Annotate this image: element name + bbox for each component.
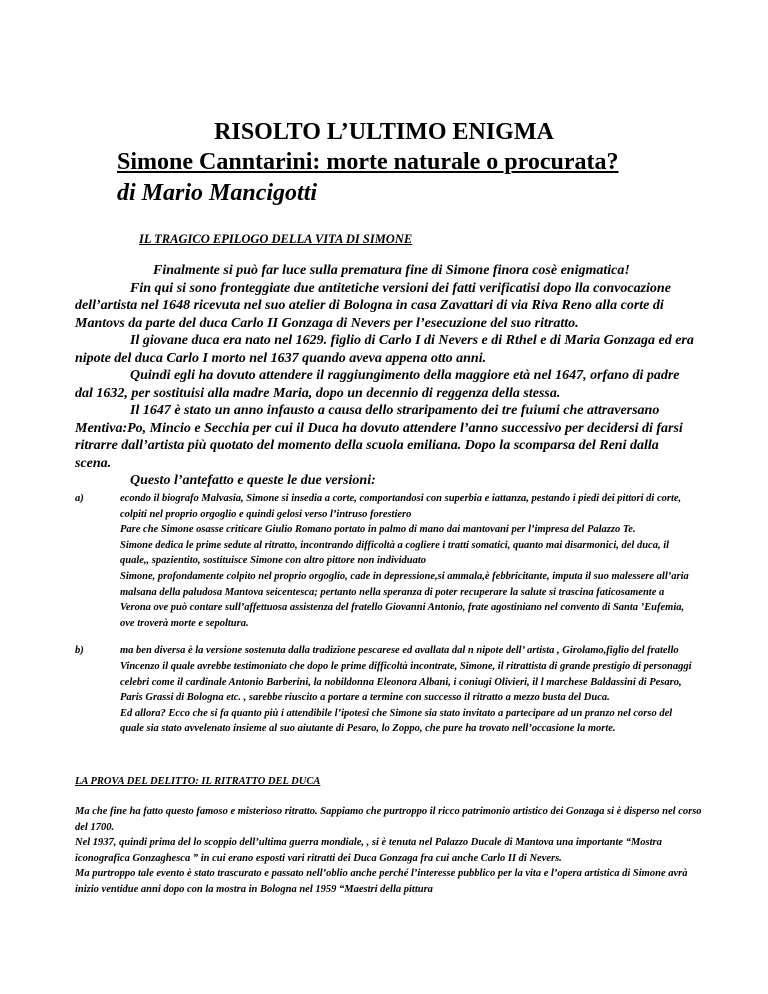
version-item-a bbox=[75, 491, 697, 631]
document-subtitle: Simone Canntarini: morte naturale o procurata? bbox=[117, 149, 619, 175]
paragraph: Quindi egli ha dovuto attendere il raggiungimento della maggiore età nel 1647, orfano di padre dal 1632, per sostituisi alla madre Maria, dopo un decennio di reggenza della stessa. bbox=[75, 368, 680, 401]
section2-text bbox=[75, 804, 705, 898]
paragraph: Simone, profondamente colpito nel proprio orgoglio, cade in depressione,si ammala,è febbricitante, imputa il suo malessere all’aria malsana della paludosa Mantova seicentesca; pertanto nella speranza di poter recuperare la salute si trascina faticosamente a Verona ove può contare sull’affettuosa assistenza del fratello Giovanni Antonio, frate agostiniano nel convento di Santa ’Eufemia, ove troverà morte e sepoltura. bbox=[120, 570, 689, 629]
paragraph: ma ben diversa è la versione sostenuta dalla tradizione pescarese ed avallata dal n nipote dell’ artista , Girolamo,figlio del fratello Vincenzo il quale avrebbe testimoniato che dopo le prime difficoltà incontrate, Simone, il ritrattista di grande prestigio di personaggi celebri come il cardinale Antonio Barberini, la nobildonna Eleonora Albani, i coniugi Olivieri, il l marchese Baldassini di Pesaro, Paris Grassi di Bologna etc. , sarebbe riuscito a portare a termine con successo il ritratto a mezzo busta del Duca. bbox=[120, 645, 692, 704]
versions-list bbox=[75, 491, 697, 737]
paragraph: Il giovane duca era nato nel 1629. figlio di Carlo I di Nevers e di Rthel e di Maria Gonzaga ed era nipote del duca Carlo I morto nel 1637 quando aveva appena otto anni. bbox=[75, 333, 694, 366]
version-label: a) bbox=[75, 493, 84, 504]
section-heading-epilogo: IL TRAGICO EPILOGO DELLA VITA DI SIMONE bbox=[139, 232, 413, 246]
paragraph: Nel 1937, quindi prima del lo scoppio dell’ultima guerra mondiale, , si è tenuta nel Palazzo Ducale di Mantova una importante “Mostra iconografica Gonzaghesca ” in cui erano esposti vari ritratti dei Duca Gonzaga fra cui anche Carlo II di Nevers. bbox=[75, 837, 662, 864]
paragraph: econdo il biografo Malvasia, Simone si insedia a corte, comportandosi con superbia e iattanza, pestando i piedi dei pittori di corte, colpiti nel proprio orgoglio e quindi gelosi verso l’intruso forestiero bbox=[120, 493, 682, 520]
intro-text bbox=[75, 262, 695, 490]
paragraph: Ed allora? Ecco che si fa quanto più i attendibile l’ipotesi che Simone sia stato invitato a partecipare ad un pranzo nel corso del quale sia stato avvelenato insieme al suo aiutante di Pesaro, lo Zoppo, che pure ha trovato nell’occasione la morte. bbox=[120, 707, 673, 735]
paragraph: Ma purtroppo tale evento è stato trascurato e passato nell’oblio anche perché l’interesse pubblico per la vita e l’opera artistica di Simone avrà inizio ventidue anni dopo con la mostra in Bologna nel 1959 “Maestri della pittura bbox=[75, 868, 688, 895]
document-author: di Mario Mancigotti bbox=[117, 180, 318, 206]
paragraph: Simone dedica le prime sedute al ritratto, incontrando difficoltà a cogliere i tratti somatici, quanto mai disarmonici, del duca, il quale,, spazientito, sostituisce Simone con altro pittore non individuato bbox=[120, 539, 670, 567]
section-heading-prova: LA PROVA DEL DELITTO: IL RITRATTO DEL DUCA bbox=[75, 776, 321, 787]
paragraph: Il 1647 è stato un anno infausto a causa dello straripamento dei tre fuiumi che attraversano Mentiva:Po, Mincio e Secchia per cui il Duca ha dovuto attendere l’anno successivo per decidersi di farsi ritrarre dall’artista più quotato del momento della scuola emiliana. Dopo la scomparsa del Reni dalla scena. bbox=[75, 403, 683, 471]
document-title: RISOLTO L’ULTIMO ENIGMA bbox=[214, 119, 554, 145]
paragraph: Fin qui si sono fronteggiate due antitetiche versioni dei fatti verificatisi dopo lla convocazione dell’artista nel 1648 ricevuta nel suo atelier di Bologna in casa Zavattari di via Riva Reno alla corte di Mantovs da parte del duca Carlo II Gonzaga di Nevers per l’esecuzione del suo ritratto. bbox=[75, 280, 671, 331]
version-label: b) bbox=[75, 645, 84, 657]
paragraph: Ma che fine ha fatto questo famoso e misterioso ritratto. Sappiamo che purtroppo il ricco patrimonio artistico dei Gonzaga si è disperso nel corso del 1700. bbox=[75, 806, 702, 833]
paragraph: Questo l’antefatto e queste le due versioni: bbox=[130, 473, 376, 488]
paragraph: Pare che Simone osasse criticare Giulio Romano portato in palmo di mano dai mantovani per l’impresa del Palazzo Te. bbox=[120, 524, 636, 536]
paragraph: Finalmente si può far luce sulla prematura fine di Simone finora cosè enigmatica! bbox=[153, 263, 630, 278]
version-item-b bbox=[75, 643, 697, 737]
